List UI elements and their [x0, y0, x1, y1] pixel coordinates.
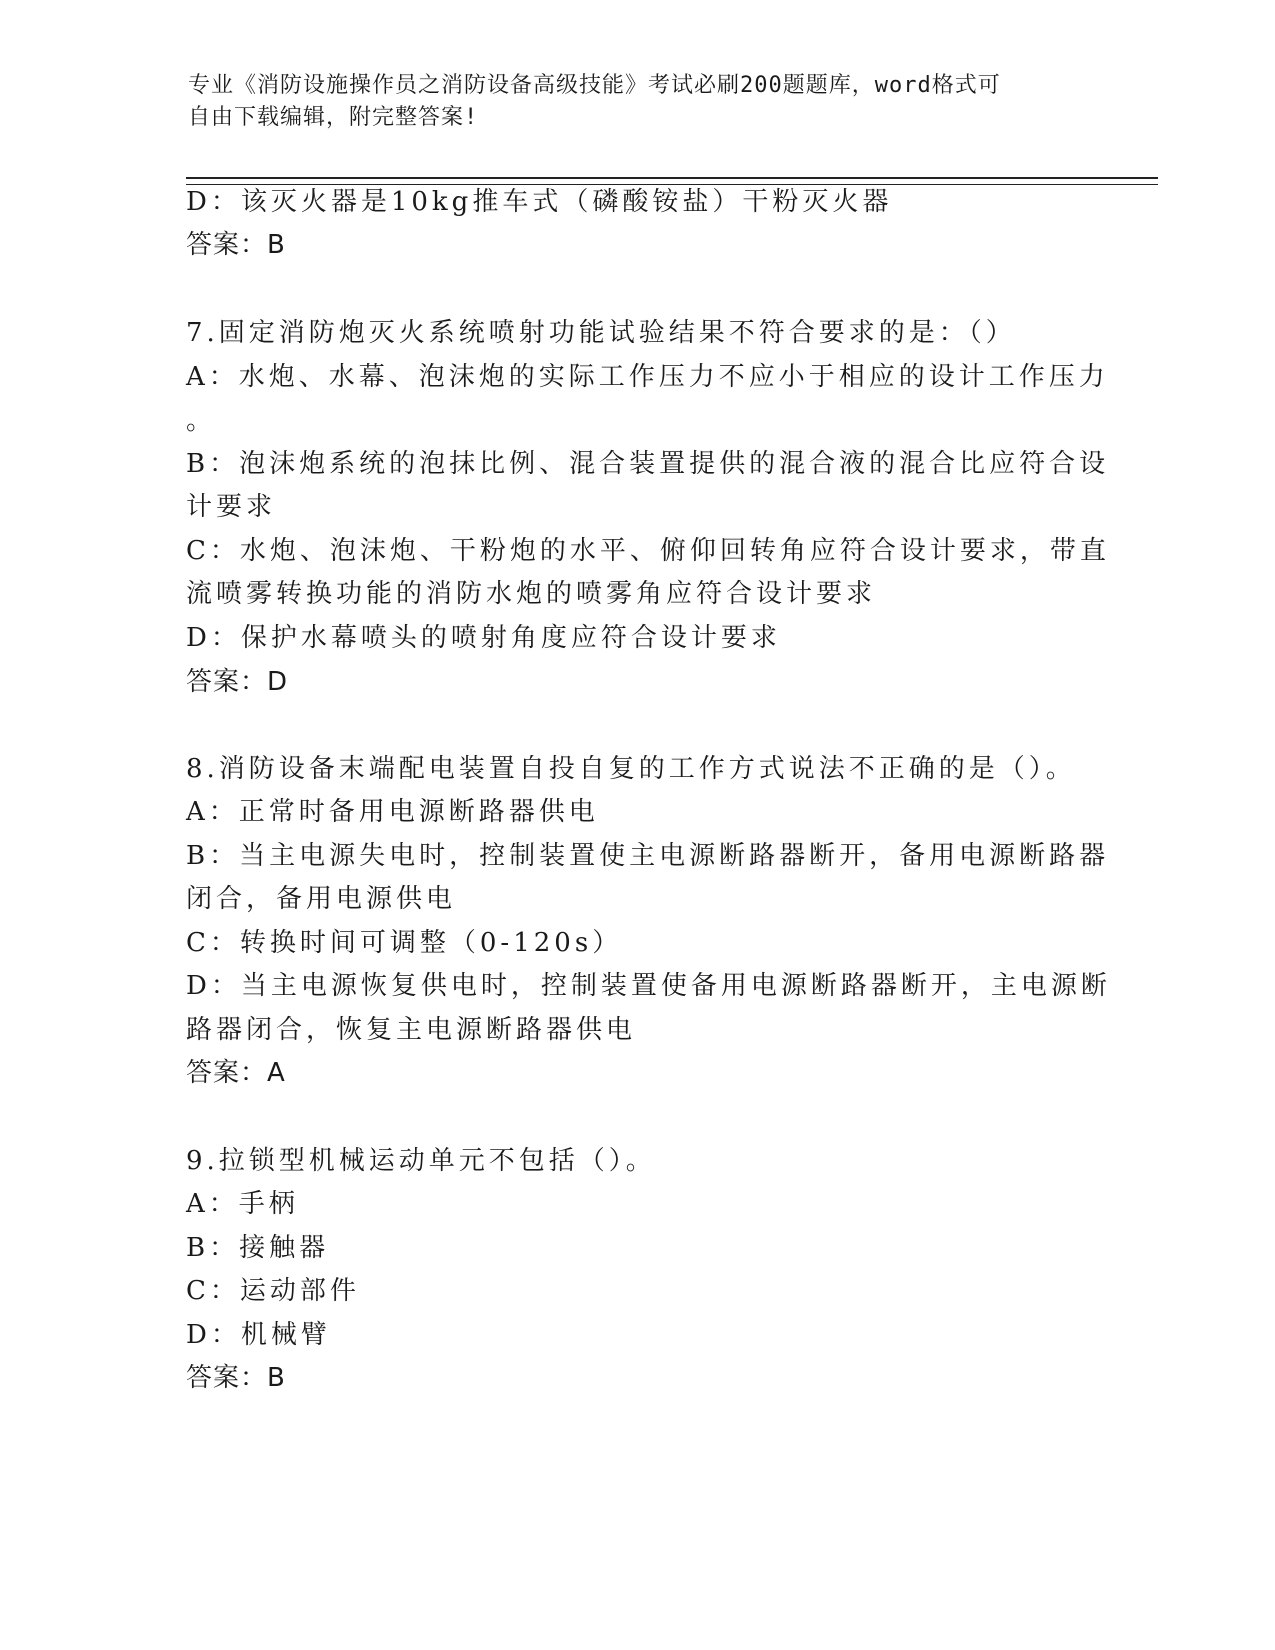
- q7-option-a-line-1: A：水炮、水幕、泡沫炮的实际工作压力不应小于相应的设计工作压力: [186, 362, 1109, 392]
- header-title-line-1: 专业《消防设施操作员之消防设备高级技能》考试必刷200题题库，word格式可: [188, 73, 1001, 98]
- q8-option-d-line-1: D：当主电源恢复供电时，控制装置使备用电源断路器断开，主电源断: [186, 971, 1111, 1001]
- q8-option-c: C：转换时间可调整（0-120s）: [186, 928, 623, 958]
- q9-option-d: D：机械臂: [186, 1320, 331, 1350]
- q8-option-a: A：正常时备用电源断路器供电: [186, 797, 599, 827]
- q9-stem: 9.拉锁型机械运动单元不包括（）。: [186, 1146, 656, 1176]
- q9-answer: 答案：B: [186, 1363, 286, 1393]
- q8-option-d-line-2: 路器闭合，恢复主电源断路器供电: [186, 1015, 637, 1045]
- header-divider: [186, 177, 1158, 185]
- q8-option-b-line-1: B：当主电源失电时，控制装置使主电源断路器断开，备用电源断路器: [186, 841, 1110, 871]
- q8-option-b-line-2: 闭合，备用电源供电: [186, 884, 457, 914]
- q7-answer: 答案：D: [186, 667, 289, 697]
- q7-option-c-line-2: 流喷雾转换功能的消防水炮的喷雾角应符合设计要求: [186, 579, 877, 609]
- q9-option-b: B：接触器: [186, 1233, 330, 1263]
- q9-option-c: C：运动部件: [186, 1276, 360, 1306]
- prev-answer: 答案：B: [186, 230, 286, 260]
- q8-answer: 答案：A: [186, 1058, 286, 1088]
- q7-option-a-line-2: 。: [186, 406, 217, 436]
- q7-stem: 7.固定消防炮灭火系统喷射功能试验结果不符合要求的是：（）: [186, 318, 1016, 348]
- q7-option-b-line-2: 计要求: [186, 492, 277, 522]
- q7-option-b-line-1: B：泡沫炮系统的泡抹比例、混合装置提供的混合液的混合比应符合设: [186, 449, 1110, 479]
- header-title-line-2: 自由下载编辑，附完整答案!: [188, 105, 479, 130]
- q8-stem: 8.消防设备末端配电装置自投自复的工作方式说法不正确的是（）。: [186, 754, 1076, 784]
- q9-option-a: A：手柄: [186, 1189, 299, 1219]
- q7-option-c-line-1: C：水炮、泡沫炮、干粉炮的水平、俯仰回转角应符合设计要求，带直: [186, 536, 1110, 566]
- q7-option-d: D：保护水幕喷头的喷射角度应符合设计要求: [186, 623, 781, 653]
- page-header: [188, 70, 1088, 134]
- prev-option-d: D：该灭火器是10kg推车式（磷酸铵盐）干粉灭火器: [186, 187, 893, 217]
